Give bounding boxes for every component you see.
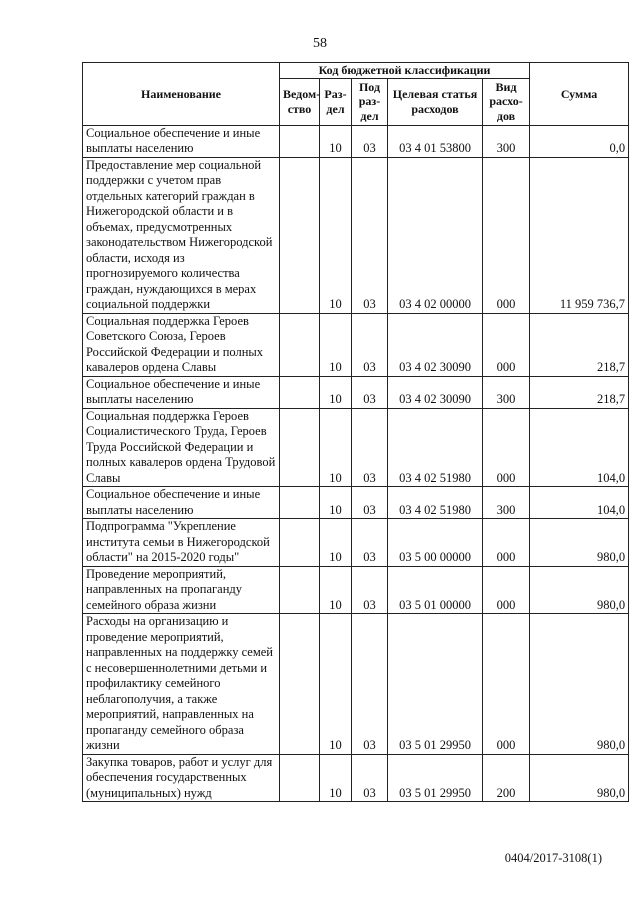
row-subsection-cell: 03 bbox=[352, 754, 388, 802]
row-name-cell: Расходы на организацию и проведение мероприятий, направленных на поддержку семей с несовершеннолетними детьми и профилактику семейного неблагополучия, а также мероприятий, направленных на пропаганду семейного образа жизни bbox=[83, 614, 280, 755]
row-name-cell: Социальное обеспечение и иные выплаты населению bbox=[83, 376, 280, 408]
row-subsection-cell: 03 bbox=[352, 487, 388, 519]
row-ministry-cell bbox=[280, 487, 320, 519]
row-subsection-cell: 03 bbox=[352, 408, 388, 487]
row-amount-cell: 980,0 bbox=[530, 614, 629, 755]
row-subsection-cell: 03 bbox=[352, 376, 388, 408]
row-name-cell: Социальная поддержка Героев Социалистического Труда, Героев Труда Российской Федерации и полных кавалеров ордена Трудовой Славы bbox=[83, 408, 280, 487]
row-name-cell: Социальное обеспечение и иные выплаты населению bbox=[83, 487, 280, 519]
row-name-cell: Закупка товаров, работ и услуг для обеспечения государственных (муниципальных) нужд bbox=[83, 754, 280, 802]
table-row bbox=[83, 566, 629, 614]
row-type-cell: 000 bbox=[483, 313, 530, 376]
row-subsection-cell: 03 bbox=[352, 125, 388, 157]
row-type-cell: 000 bbox=[483, 614, 530, 755]
row-type-cell: 200 bbox=[483, 754, 530, 802]
row-ministry-cell bbox=[280, 408, 320, 487]
table-row bbox=[83, 408, 629, 487]
row-target-cell: 03 5 01 29950 bbox=[388, 754, 483, 802]
row-target-cell: 03 4 02 51980 bbox=[388, 487, 483, 519]
row-amount-cell: 218,7 bbox=[530, 376, 629, 408]
row-subsection-cell: 03 bbox=[352, 614, 388, 755]
row-type-cell: 000 bbox=[483, 408, 530, 487]
row-section-cell: 10 bbox=[320, 376, 352, 408]
row-name-cell: Социальная поддержка Героев Советского Союза, Героев Российской Федерации и полных кавалеров ордена Славы bbox=[83, 313, 280, 376]
table-row bbox=[83, 313, 629, 376]
row-target-cell: 03 4 02 30090 bbox=[388, 376, 483, 408]
row-type-cell: 000 bbox=[483, 157, 530, 313]
row-section-cell: 10 bbox=[320, 125, 352, 157]
row-ministry-cell bbox=[280, 376, 320, 408]
row-type-cell: 000 bbox=[483, 519, 530, 567]
budget-table bbox=[82, 62, 629, 802]
row-type-cell: 300 bbox=[483, 125, 530, 157]
row-section-cell: 10 bbox=[320, 157, 352, 313]
document-code: 0404/2017-3108(1) bbox=[504, 851, 602, 865]
row-amount-cell: 104,0 bbox=[530, 408, 629, 487]
row-subsection-cell: 03 bbox=[352, 566, 388, 614]
row-amount-cell: 980,0 bbox=[530, 566, 629, 614]
header-classification-group: Код бюджетной классификации bbox=[280, 63, 530, 79]
row-amount-cell: 218,7 bbox=[530, 313, 629, 376]
row-ministry-cell bbox=[280, 566, 320, 614]
row-target-cell: 03 4 02 30090 bbox=[388, 313, 483, 376]
row-name-cell: Социальное обеспечение и иные выплаты населению bbox=[83, 125, 280, 157]
row-amount-cell: 11 959 736,7 bbox=[530, 157, 629, 313]
row-ministry-cell bbox=[280, 519, 320, 567]
row-section-cell: 10 bbox=[320, 754, 352, 802]
header-section: Раз-дел bbox=[320, 78, 352, 125]
header-target-item: Целевая статья расходов bbox=[388, 78, 483, 125]
header-ministry: Ведом-ство bbox=[280, 78, 320, 125]
row-section-cell: 10 bbox=[320, 487, 352, 519]
row-target-cell: 03 5 00 00000 bbox=[388, 519, 483, 567]
table-row bbox=[83, 614, 629, 755]
row-target-cell: 03 4 02 51980 bbox=[388, 408, 483, 487]
row-section-cell: 10 bbox=[320, 566, 352, 614]
page-number: 58 bbox=[313, 36, 327, 51]
row-amount-cell: 104,0 bbox=[530, 487, 629, 519]
row-section-cell: 10 bbox=[320, 313, 352, 376]
table-row bbox=[83, 754, 629, 802]
table-header bbox=[83, 63, 629, 126]
table-row bbox=[83, 487, 629, 519]
row-target-cell: 03 5 01 00000 bbox=[388, 566, 483, 614]
row-ministry-cell bbox=[280, 614, 320, 755]
header-amount: Сумма bbox=[530, 63, 629, 126]
table-row bbox=[83, 519, 629, 567]
header-subsection: Под раз-дел bbox=[352, 78, 388, 125]
row-amount-cell: 980,0 bbox=[530, 754, 629, 802]
table-row bbox=[83, 376, 629, 408]
row-section-cell: 10 bbox=[320, 408, 352, 487]
row-type-cell: 300 bbox=[483, 376, 530, 408]
row-ministry-cell bbox=[280, 313, 320, 376]
row-type-cell: 000 bbox=[483, 566, 530, 614]
row-ministry-cell bbox=[280, 125, 320, 157]
row-subsection-cell: 03 bbox=[352, 157, 388, 313]
row-subsection-cell: 03 bbox=[352, 519, 388, 567]
row-subsection-cell: 03 bbox=[352, 313, 388, 376]
table-row bbox=[83, 125, 629, 157]
row-section-cell: 10 bbox=[320, 519, 352, 567]
table-body bbox=[83, 125, 629, 802]
row-name-cell: Подпрограмма "Укрепление института семьи в Нижегородской области" на 2015-2020 годы" bbox=[83, 519, 280, 567]
row-name-cell: Предоставление мер социальной поддержки с учетом прав отдельных категорий граждан в Нижегородской области и в объемах, предусмотренных законодательством Нижегородской области, исходя из прогнозируемого количества граждан, нуждающихся в мерах социальной поддержки bbox=[83, 157, 280, 313]
row-target-cell: 03 4 01 53800 bbox=[388, 125, 483, 157]
row-type-cell: 300 bbox=[483, 487, 530, 519]
row-amount-cell: 0,0 bbox=[530, 125, 629, 157]
row-ministry-cell bbox=[280, 157, 320, 313]
table-row bbox=[83, 157, 629, 313]
row-ministry-cell bbox=[280, 754, 320, 802]
row-target-cell: 03 4 02 00000 bbox=[388, 157, 483, 313]
header-expense-type: Вид расхо-дов bbox=[483, 78, 530, 125]
header-name: Наименование bbox=[83, 63, 280, 126]
row-name-cell: Проведение мероприятий, направленных на пропаганду семейного образа жизни bbox=[83, 566, 280, 614]
row-amount-cell: 980,0 bbox=[530, 519, 629, 567]
row-target-cell: 03 5 01 29950 bbox=[388, 614, 483, 755]
row-section-cell: 10 bbox=[320, 614, 352, 755]
